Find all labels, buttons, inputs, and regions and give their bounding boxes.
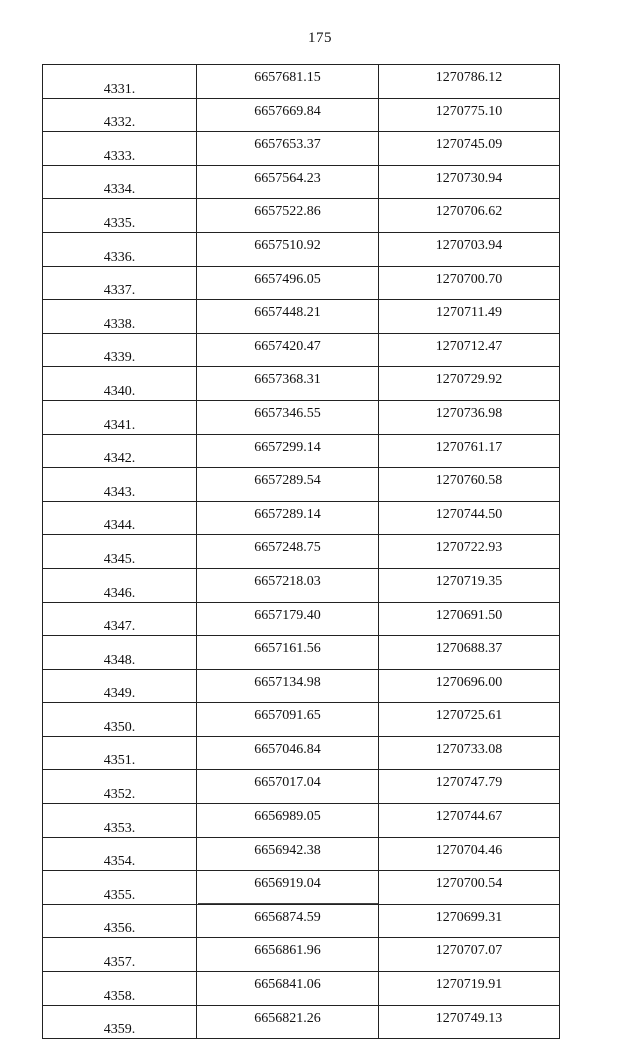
table-row: [43, 904, 560, 938]
point-number-cell: 4352.: [43, 770, 197, 804]
x-coordinate-cell: 6657299.14: [197, 434, 379, 468]
point-number-cell: 4331.: [43, 65, 197, 99]
point-number-cell: 4348.: [43, 636, 197, 670]
point-number-cell: 4357.: [43, 938, 197, 972]
table-row: [43, 568, 560, 602]
x-coordinate-cell: 6656919.04: [197, 871, 379, 905]
point-number-cell: 4338.: [43, 300, 197, 334]
x-coordinate-cell: 6656989.05: [197, 804, 379, 838]
y-coordinate-cell: 1270712.47: [379, 333, 560, 367]
x-coordinate-cell: 6657179.40: [197, 602, 379, 636]
table-row: [43, 333, 560, 367]
x-coordinate-cell: 6657669.84: [197, 98, 379, 132]
x-coordinate-cell: 6657134.98: [197, 669, 379, 703]
point-number-cell: 4341.: [43, 400, 197, 434]
table-row: [43, 65, 560, 99]
y-coordinate-cell: 1270719.91: [379, 972, 560, 1006]
x-coordinate-cell: 6657289.54: [197, 468, 379, 502]
y-coordinate-cell: 1270786.12: [379, 65, 560, 99]
table-row: [43, 165, 560, 199]
x-coordinate-cell: 6656841.06: [197, 972, 379, 1006]
point-number-cell: 4334.: [43, 165, 197, 199]
x-coordinate-cell: 6657564.23: [197, 165, 379, 199]
x-coordinate-cell: 6657496.05: [197, 266, 379, 300]
x-coordinate-cell: 6656942.38: [197, 837, 379, 871]
point-number-cell: 4346.: [43, 568, 197, 602]
x-coordinate-cell: 6657046.84: [197, 736, 379, 770]
table-row: [43, 400, 560, 434]
table-row: [43, 636, 560, 670]
point-number-cell: 4344.: [43, 501, 197, 535]
point-number-cell: 4350.: [43, 703, 197, 737]
y-coordinate-cell: 1270711.49: [379, 300, 560, 334]
point-number-cell: 4345.: [43, 535, 197, 569]
x-coordinate-cell: 6657653.37: [197, 132, 379, 166]
x-coordinate-cell: 6657248.75: [197, 535, 379, 569]
table-row: [43, 736, 560, 770]
x-coordinate-cell: 6657091.65: [197, 703, 379, 737]
y-coordinate-cell: 1270703.94: [379, 232, 560, 266]
table-row: [43, 232, 560, 266]
table-row: [43, 98, 560, 132]
point-number-cell: 4358.: [43, 972, 197, 1006]
y-coordinate-cell: 1270775.10: [379, 98, 560, 132]
point-number-cell: 4340.: [43, 367, 197, 401]
point-number-cell: 4336.: [43, 232, 197, 266]
y-coordinate-cell: 1270706.62: [379, 199, 560, 233]
table-row: [43, 132, 560, 166]
table-row: [43, 669, 560, 703]
x-coordinate-cell: 6656821.26: [197, 1005, 379, 1039]
point-number-cell: 4355.: [43, 871, 197, 905]
point-number-cell: 4351.: [43, 736, 197, 770]
x-coordinate-cell: 6657289.14: [197, 501, 379, 535]
x-coordinate-cell: 6657017.04: [197, 770, 379, 804]
table-row: [43, 199, 560, 233]
y-coordinate-cell: 1270744.67: [379, 804, 560, 838]
point-number-cell: 4356.: [43, 904, 197, 938]
table-row: [43, 837, 560, 871]
y-coordinate-cell: 1270707.07: [379, 938, 560, 972]
coordinates-table: [42, 64, 560, 1039]
y-coordinate-cell: 1270688.37: [379, 636, 560, 670]
y-coordinate-cell: 1270749.13: [379, 1005, 560, 1039]
y-coordinate-cell: 1270704.46: [379, 837, 560, 871]
y-coordinate-cell: 1270736.98: [379, 400, 560, 434]
x-coordinate-cell: 6657681.15: [197, 65, 379, 99]
y-coordinate-cell: 1270699.31: [379, 904, 560, 938]
table-row: [43, 804, 560, 838]
y-coordinate-cell: 1270725.61: [379, 703, 560, 737]
coordinates-table-body: [43, 65, 560, 1039]
table-row: [43, 434, 560, 468]
x-coordinate-cell: 6656874.59: [197, 904, 379, 938]
point-number-cell: 4343.: [43, 468, 197, 502]
table-row: [43, 535, 560, 569]
y-coordinate-cell: 1270745.09: [379, 132, 560, 166]
x-coordinate-cell: 6657510.92: [197, 232, 379, 266]
x-coordinate-cell: 6656861.96: [197, 938, 379, 972]
point-number-cell: 4337.: [43, 266, 197, 300]
table-row: [43, 1005, 560, 1039]
x-coordinate-cell: 6657420.47: [197, 333, 379, 367]
point-number-cell: 4359.: [43, 1005, 197, 1039]
y-coordinate-cell: 1270744.50: [379, 501, 560, 535]
x-coordinate-cell: 6657368.31: [197, 367, 379, 401]
table-row: [43, 938, 560, 972]
point-number-cell: 4349.: [43, 669, 197, 703]
table-row: [43, 468, 560, 502]
point-number-cell: 4339.: [43, 333, 197, 367]
point-number-cell: 4333.: [43, 132, 197, 166]
y-coordinate-cell: 1270730.94: [379, 165, 560, 199]
x-coordinate-cell: 6657522.86: [197, 199, 379, 233]
y-coordinate-cell: 1270700.70: [379, 266, 560, 300]
y-coordinate-cell: 1270691.50: [379, 602, 560, 636]
x-coordinate-cell: 6657218.03: [197, 568, 379, 602]
point-number-cell: 4335.: [43, 199, 197, 233]
point-number-cell: 4353.: [43, 804, 197, 838]
table-row: [43, 972, 560, 1006]
x-coordinate-cell: 6657346.55: [197, 400, 379, 434]
point-number-cell: 4354.: [43, 837, 197, 871]
table-row: [43, 602, 560, 636]
table-row: [43, 266, 560, 300]
y-coordinate-cell: 1270719.35: [379, 568, 560, 602]
point-number-cell: 4347.: [43, 602, 197, 636]
table-row: [43, 703, 560, 737]
table-row: [43, 367, 560, 401]
bottom-rule: [198, 903, 378, 904]
point-number-cell: 4342.: [43, 434, 197, 468]
x-coordinate-cell: 6657448.21: [197, 300, 379, 334]
y-coordinate-cell: 1270761.17: [379, 434, 560, 468]
page-number: 175: [308, 30, 332, 46]
y-coordinate-cell: 1270747.79: [379, 770, 560, 804]
y-coordinate-cell: 1270700.54: [379, 871, 560, 905]
y-coordinate-cell: 1270760.58: [379, 468, 560, 502]
y-coordinate-cell: 1270696.00: [379, 669, 560, 703]
table-row: [43, 501, 560, 535]
table-row: [43, 300, 560, 334]
table-row: [43, 770, 560, 804]
y-coordinate-cell: 1270729.92: [379, 367, 560, 401]
x-coordinate-cell: 6657161.56: [197, 636, 379, 670]
y-coordinate-cell: 1270733.08: [379, 736, 560, 770]
point-number-cell: 4332.: [43, 98, 197, 132]
table-row: [43, 871, 560, 905]
y-coordinate-cell: 1270722.93: [379, 535, 560, 569]
